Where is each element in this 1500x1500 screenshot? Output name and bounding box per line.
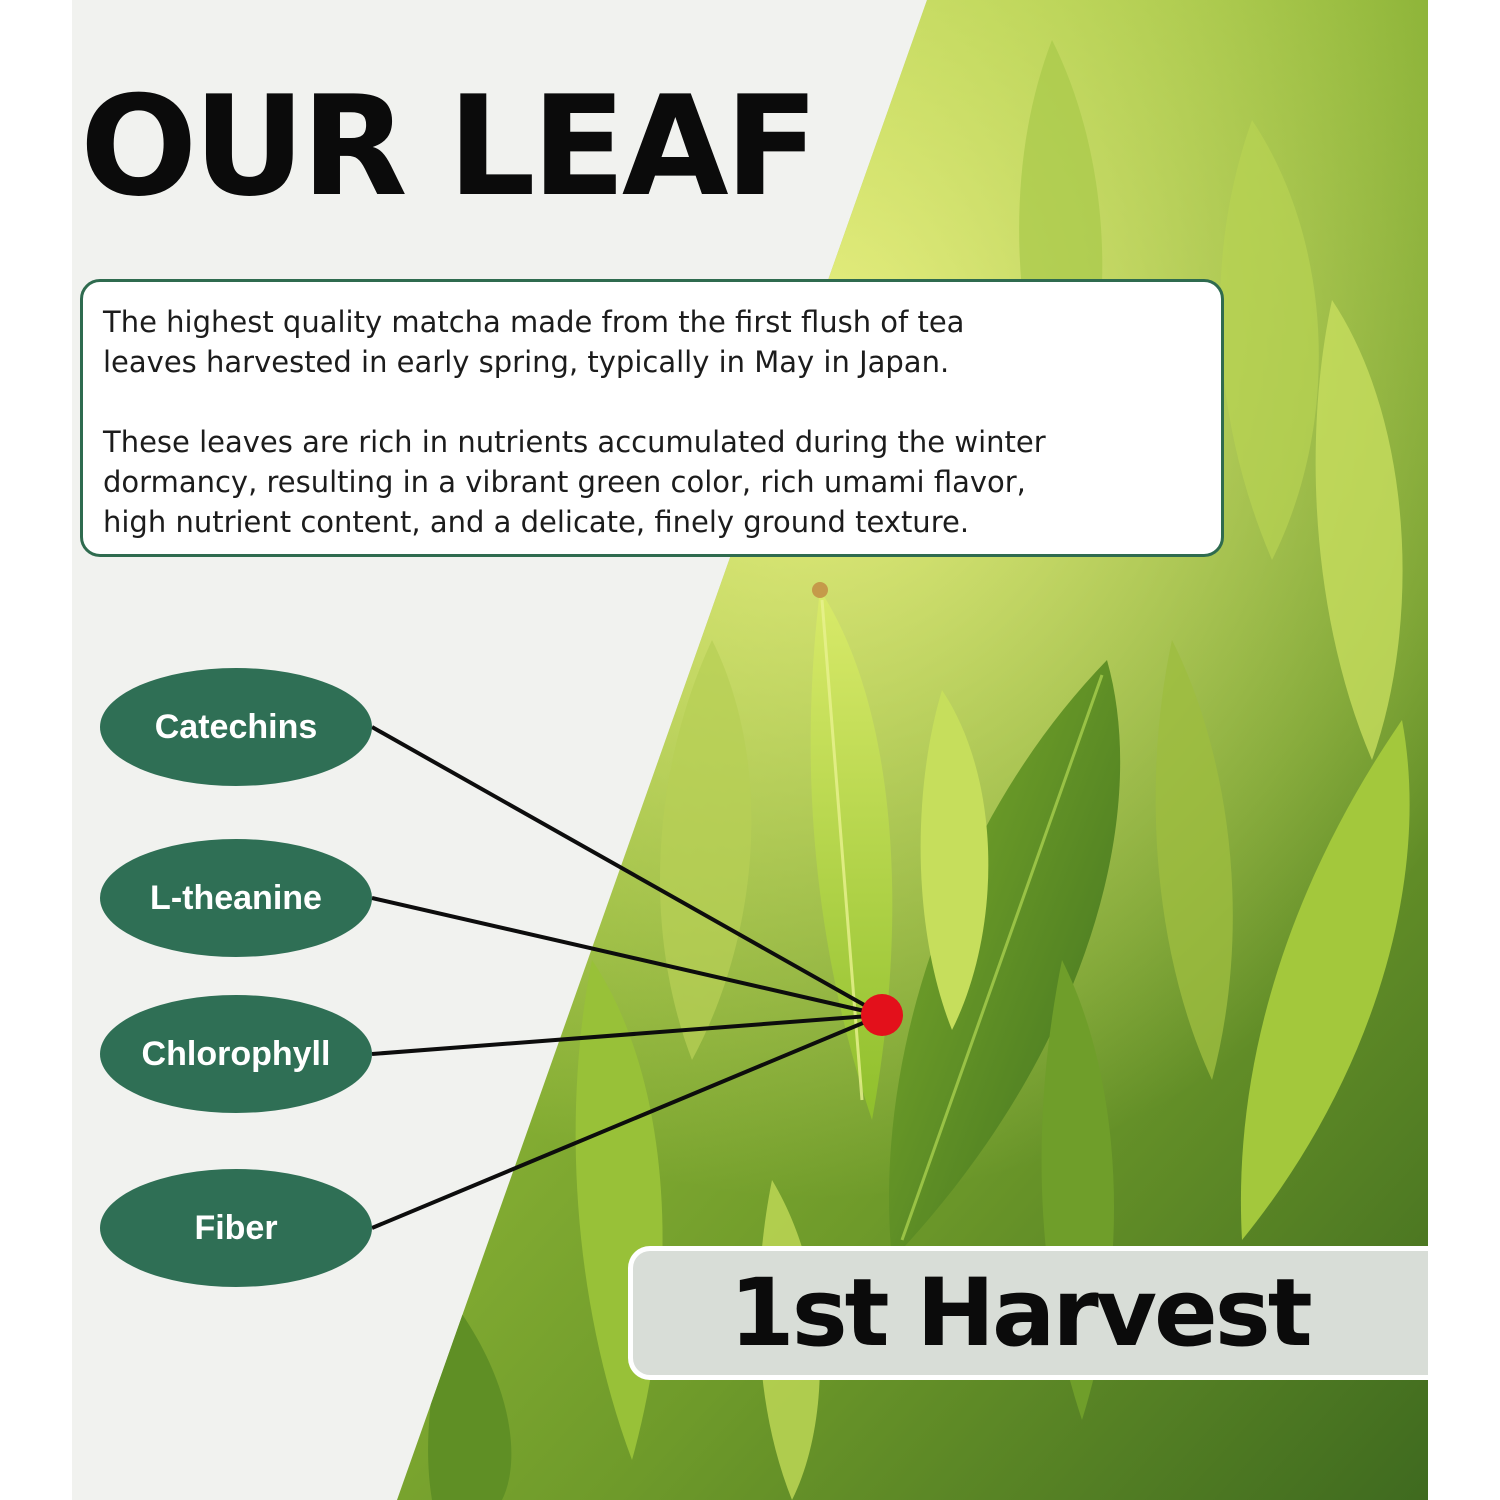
nutrient-label: L-theanine: [150, 878, 322, 917]
description-paragraph: The highest quality matcha made from the first flush of tea leaves harvested in early spring, typically in May in Japan.: [103, 305, 965, 379]
leaf-marker-dot: [861, 994, 903, 1036]
connector-line: [372, 727, 882, 1015]
harvest-banner: [628, 1246, 1428, 1380]
nutrient-label: Fiber: [194, 1208, 278, 1247]
description-paragraph: These leaves are rich in nutrients accumulated during the winter dormancy, resulting in a vibrant green color, rich umami flavor, high nutrient content, and a delicate, finely ground texture.: [103, 425, 1046, 539]
page-title: OUR LEAF: [80, 66, 815, 227]
nutrient-pill-fiber: [100, 1169, 372, 1287]
nutrient-pill-l-theanine: [100, 839, 372, 957]
nutrient-pill-catechins: [100, 668, 372, 786]
connector-line: [372, 898, 882, 1015]
nutrient-pill-chlorophyll: [100, 995, 372, 1113]
harvest-label: 1st Harvest: [729, 1258, 1310, 1368]
product-infographic: [72, 0, 1428, 1500]
nutrient-label: Catechins: [154, 707, 318, 746]
nutrient-label: Chlorophyll: [141, 1034, 331, 1073]
